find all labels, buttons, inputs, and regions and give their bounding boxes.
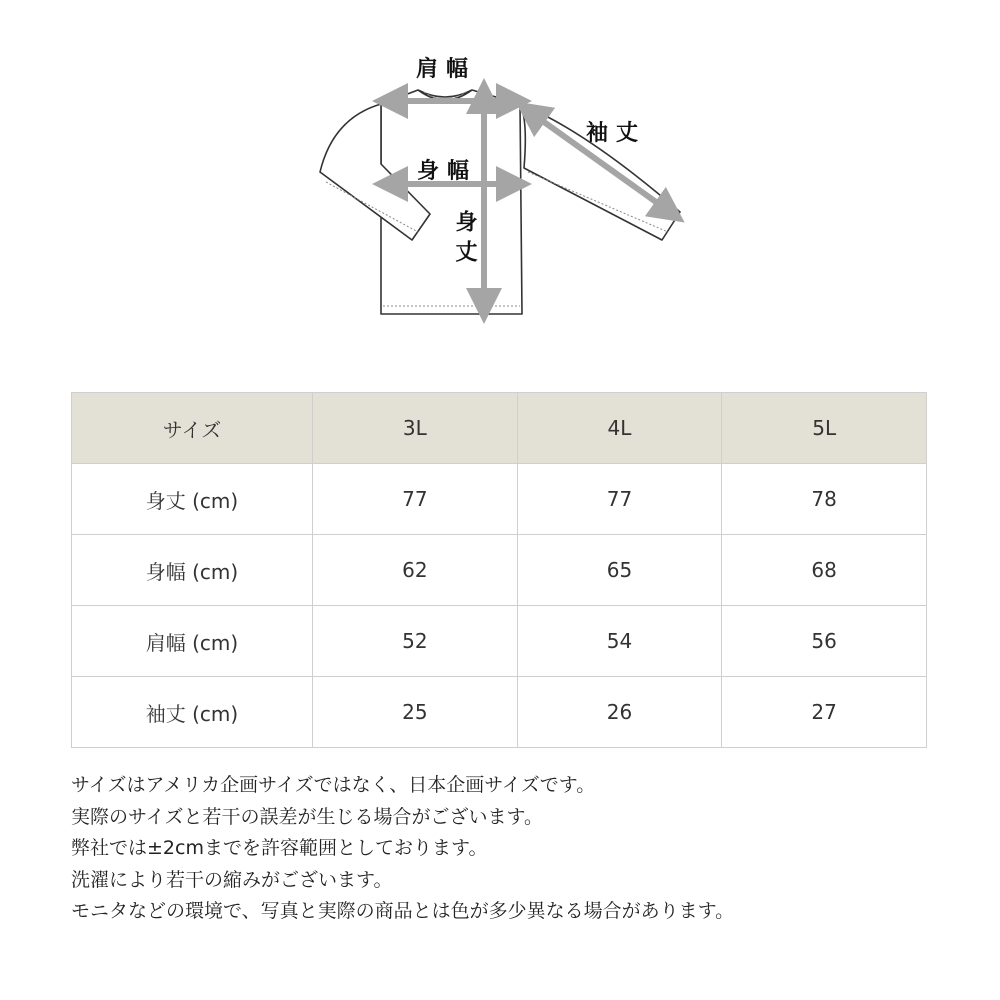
body-length-label: 身丈: [452, 210, 477, 270]
header-size: サイズ: [72, 393, 313, 464]
header-5l: 5L: [722, 393, 927, 464]
note-line: 弊社では±2cmまでを許容範囲としております。: [71, 837, 488, 859]
shoulder-width-label: 肩幅: [416, 57, 477, 82]
note-line: サイズはアメリカ企画サイズではなく、日本企画サイズです。: [71, 774, 596, 796]
cell-value: 77: [313, 464, 518, 535]
row-label: 袖丈 (cm): [72, 677, 313, 748]
table-header-row: [72, 393, 927, 464]
cell-value: 78: [722, 464, 927, 535]
cell-value: 54: [517, 606, 722, 677]
row-label: 身丈 (cm): [72, 464, 313, 535]
notes-section: [71, 770, 971, 928]
cell-value: 77: [517, 464, 722, 535]
size-table: [71, 392, 927, 748]
table-row: [72, 606, 927, 677]
cell-value: 25: [313, 677, 518, 748]
header-3l: 3L: [313, 393, 518, 464]
table-row: [72, 677, 927, 748]
cell-value: 56: [722, 606, 927, 677]
row-label: 肩幅 (cm): [72, 606, 313, 677]
cell-value: 26: [517, 677, 722, 748]
table-row: [72, 464, 927, 535]
cell-value: 65: [517, 535, 722, 606]
sleeve-length-label: 袖丈: [586, 121, 647, 146]
shirt-outline-illustration: [0, 0, 1000, 360]
row-label: 身幅 (cm): [72, 535, 313, 606]
header-4l: 4L: [517, 393, 722, 464]
note-line: モニタなどの環境で、写真と実際の商品とは色が多少異なる場合があります。: [71, 900, 735, 922]
note-line: 洗濯により若干の縮みがございます。: [71, 868, 393, 891]
body-width-label: 身幅: [417, 159, 478, 184]
table-row: [72, 535, 927, 606]
cell-value: 62: [313, 535, 518, 606]
note-line: 実際のサイズと若干の誤差が生じる場合がございます。: [71, 805, 543, 828]
size-diagram: [0, 0, 1000, 360]
cell-value: 52: [313, 606, 518, 677]
cell-value: 68: [722, 535, 927, 606]
cell-value: 27: [722, 677, 927, 748]
